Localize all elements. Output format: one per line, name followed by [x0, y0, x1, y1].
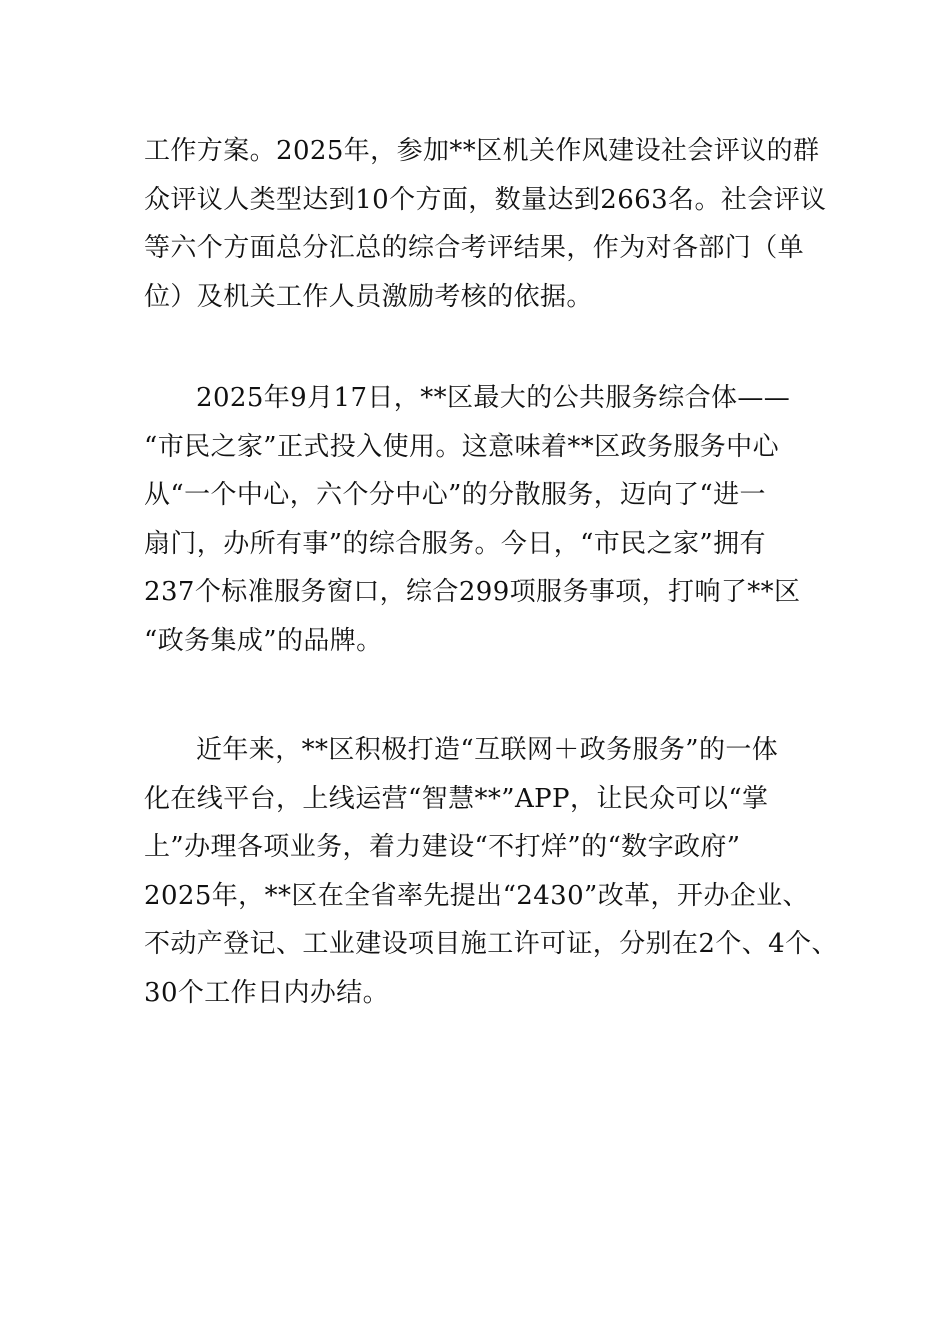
paragraph-line: “政务集成”的品牌。 [144, 625, 383, 656]
paragraph-line: 237个标准服务窗口，综合299项服务事项，打响了**区 [144, 577, 801, 607]
paragraph-line: 位）及机关工作人员激励考核的依据。 [144, 281, 593, 312]
paragraph-line: 众评议人类型达到10个方面，数量达到2663名。社会评议 [144, 184, 827, 215]
paragraph-line: 工作方案。2025年，参加**区机关作风建设社会评议的群 [144, 136, 820, 166]
paragraph-line: 2025年9月17日，**区最大的公共服务综合体—— [196, 383, 791, 413]
paragraph-line: 30个工作日内办结。 [144, 977, 390, 1008]
paragraph-1 [144, 127, 834, 321]
paragraph-line: “市民之家”正式投入使用。这意味着**区政务服务中心 [144, 431, 779, 462]
paragraph-line: 等六个方面总分汇总的综合考评结果，作为对各部门（单 [144, 233, 805, 263]
paragraph-line: 近年来，**区积极打造“互联网＋政务服务”的一体 [196, 735, 779, 765]
paragraph-line: 上”办理各项业务，着力建设“不打烊”的“数字政府” [144, 832, 741, 862]
paragraph-line: 扇门，办所有事”的综合服务。今日，“市民之家”拥有 [144, 528, 766, 559]
paragraph-2 [144, 374, 834, 665]
paragraph-line: 化在线平台，上线运营“智慧**”APP，让民众可以“掌 [144, 783, 769, 814]
paragraph-line: 不动产登记、工业建设项目施工许可证，分别在2个、4个、 [144, 929, 838, 959]
paragraph-line: 2025年，**区在全省率先提出“2430”改革，开办企业、 [144, 880, 809, 911]
paragraph-line: 从“一个中心，六个分中心”的分散服务，迈向了“进一 [144, 480, 766, 510]
paragraph-3 [144, 726, 838, 1017]
